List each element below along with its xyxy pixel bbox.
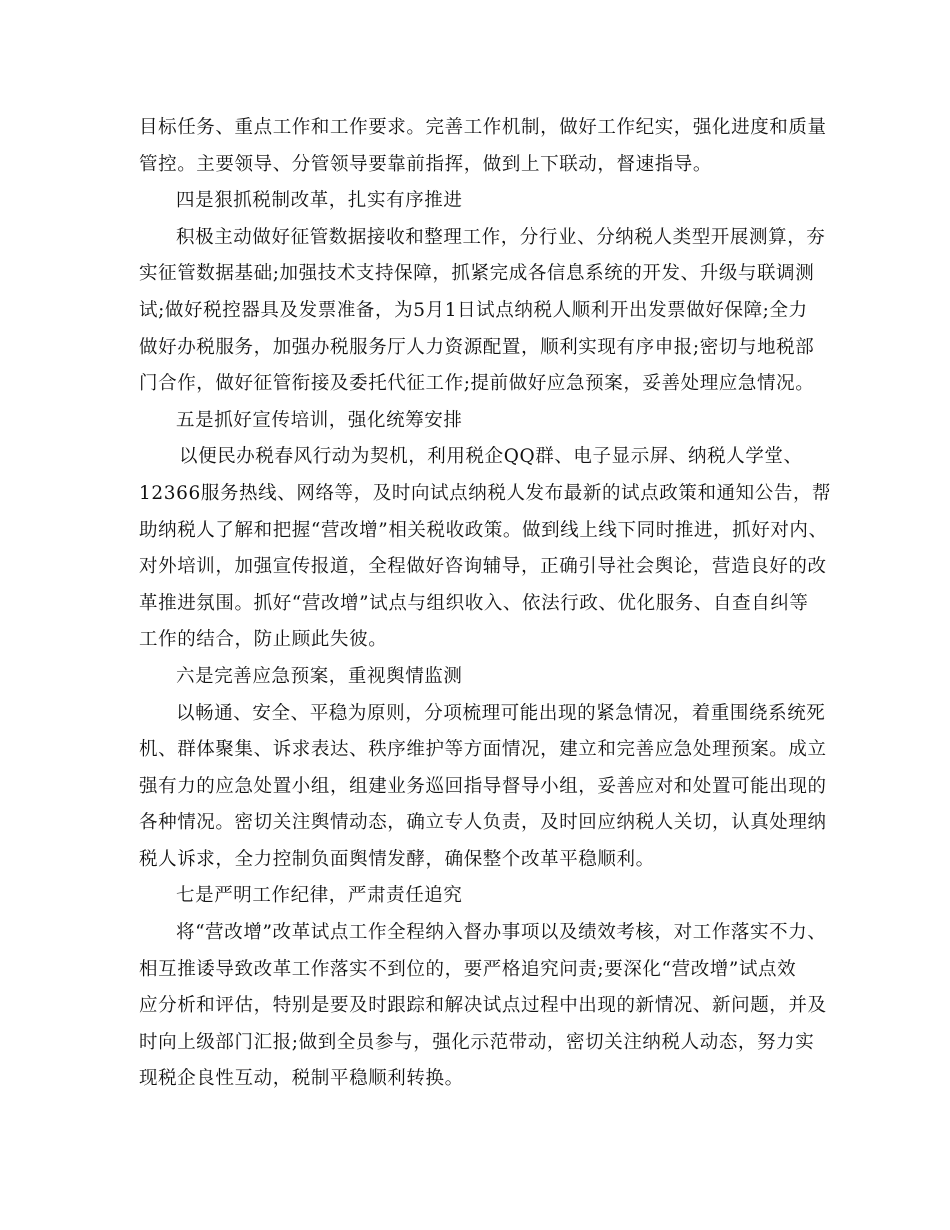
section-heading-seven: 七是严明工作纪律，严肃责任追究 (176, 885, 463, 907)
paragraph-line: 试;做好税控器具及发票准备，为5月1日试点纳税人顺利开出发票做好保障;全力 (139, 299, 808, 321)
paragraph-line: 将“营改增”改革试点工作全程纳入督办事项以及绩效考核，对工作落实不力、 (176, 922, 827, 944)
paragraph-line: 助纳税人了解和把握“营改增”相关税收政策。做到线上线下同时推进，抓好对内、 (139, 519, 828, 541)
section-heading-five: 五是抓好宣传培训，强化统筹安排 (176, 409, 463, 431)
paragraph-line: 时向上级部门汇报;做到全员参与，强化示范带动，密切关注纳税人动态，努力实 (139, 1031, 815, 1053)
paragraph-line: 强有力的应急处置小组，组建业务巡回指导督导小组，妥善应对和处置可能出现的 (139, 775, 827, 797)
paragraph-line: 积极主动做好征管数据接收和整理工作，分行业、分纳税人类型开展测算，夯 (176, 226, 826, 248)
document-body (139, 110, 832, 1098)
paragraph-line: 实征管数据基础;加强技术支持保障，抓紧完成各信息系统的开发、升级与联调测 (139, 263, 815, 285)
paragraph-line: 管控。主要领导、分管领导要靠前指挥，做到上下联动，督速指导。 (139, 153, 713, 175)
paragraph-line: 以畅通、安全、平稳为原则，分项梳理可能出现的紧急情况，着重围绕系统死 (176, 702, 826, 724)
paragraph-line: 门合作，做好征管衔接及委托代征工作;提前做好应急预案，妥善处理应急情况。 (139, 373, 815, 395)
section-heading-four: 四是狠抓税制改革，扎实有序推进 (176, 190, 463, 212)
paragraph-line: 目标任务、重点工作和工作要求。完善工作机制，做好工作纪实，强化进度和质量 (139, 117, 827, 138)
paragraph-line: 各种情况。密切关注舆情动态，确立专人负责，及时回应纳税人关切，认真处理纳 (139, 812, 827, 834)
paragraph-line: 应分析和评估，特别是要及时跟踪和解决试点过程中出现的新情况、新问题，并及 (139, 995, 827, 1017)
paragraph-line: 税人诉求，全力控制负面舆情发酵，确保整个改革平稳顺利。 (139, 848, 655, 870)
paragraph-line: 工作的结合，防止顾此失彼。 (139, 629, 388, 651)
paragraph-line: 现税企良性互动，税制平稳顺利转换。 (139, 1068, 464, 1090)
paragraph-line: 以便民办税春风行动为契机，利用税企QQ群、电子显示屏、纳税人学堂、 (179, 446, 803, 468)
section-heading-six: 六是完善应急预案，重视舆情监测 (176, 665, 463, 687)
paragraph-line: 12366服务热线、网络等，及时向试点纳税人发布最新的试点政策和通知公告，帮 (139, 482, 832, 504)
paragraph-line: 机、群体聚集、诉求表达、秩序维护等方面情况，建立和完善应急处理预案。成立 (139, 739, 827, 761)
paragraph-line: 对外培训，加强宣传报道，全程做好咨询辅导，正确引导社会舆论，营造良好的改 (139, 556, 827, 578)
paragraph-line: 革推进氛围。抓好“营改增”试点与组织收入、依法行政、优化服务、自查自纠等 (139, 592, 809, 614)
paragraph-line: 相互推诿导致改革工作落实不到位的，要严格追究问责;要深化“营改增”试点效 (139, 958, 797, 980)
paragraph-line: 做好办税服务，加强办税服务厅人力资源配置，顺利实现有序申报;密切与地税部 (139, 336, 815, 358)
